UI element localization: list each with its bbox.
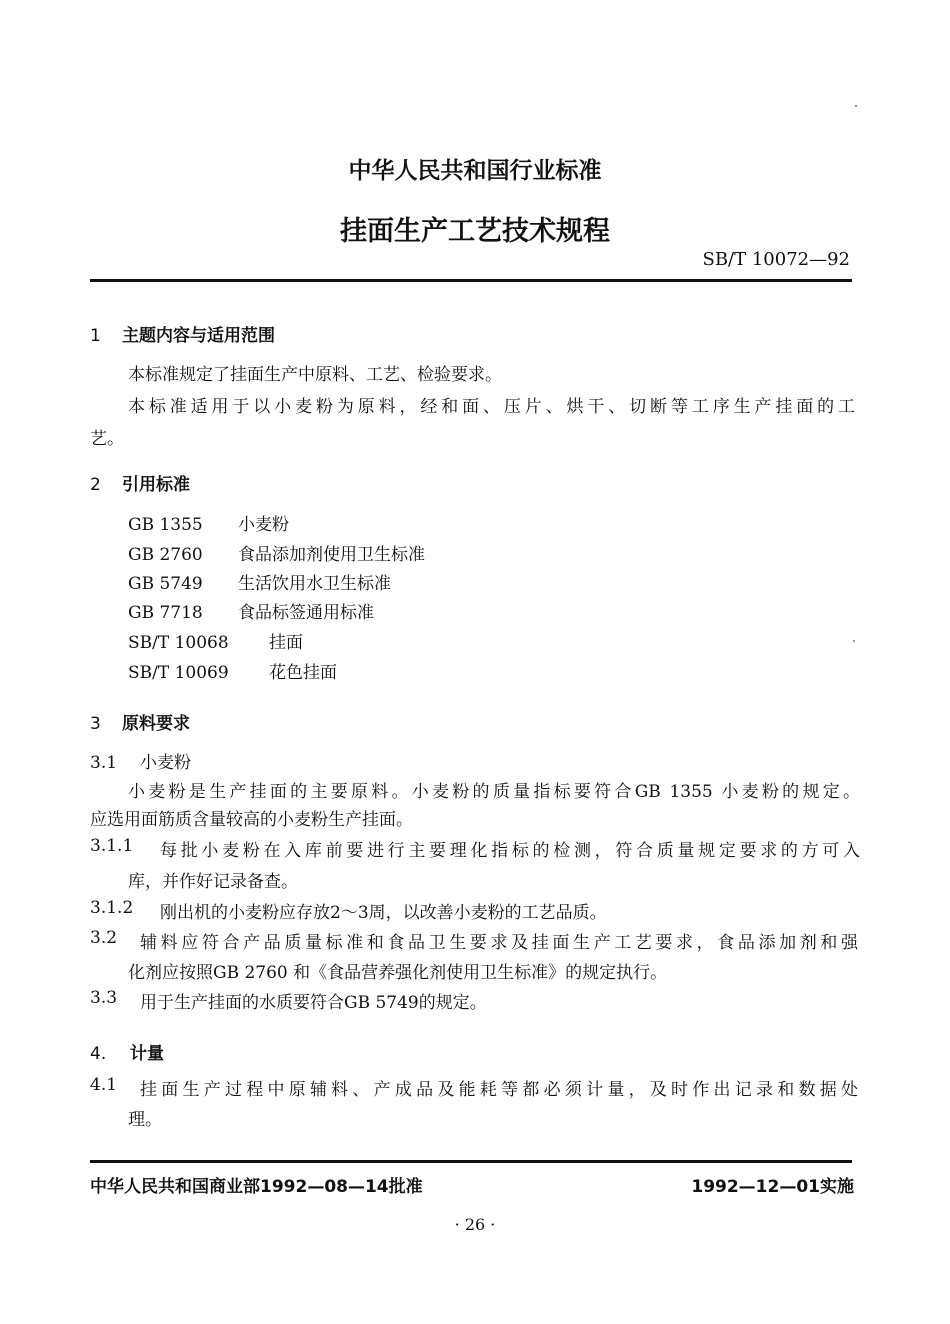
section-3-heading bbox=[90, 709, 190, 734]
paragraph: 本标准规定了挂面生产中原料、工艺、检验要求。 bbox=[128, 365, 502, 385]
section-title: 计量 bbox=[130, 1044, 164, 1064]
section-number: 4. bbox=[90, 1044, 107, 1064]
clause-3-2-number: 3.2 bbox=[90, 928, 118, 948]
section-4-heading bbox=[90, 1039, 164, 1064]
section-2-heading bbox=[90, 470, 190, 495]
reference-code: SB/T 10069 bbox=[128, 663, 229, 683]
reference-item bbox=[128, 510, 289, 535]
paragraph-continuation: 应选用面筋质含量较高的小麦粉生产挂面。 bbox=[90, 810, 413, 830]
reference-code: GB 2760 bbox=[128, 545, 203, 565]
reference-item bbox=[128, 658, 337, 683]
clause-3-1-2-number: 3.1.2 bbox=[90, 898, 134, 918]
effective-date: 1992—12—01实施 bbox=[691, 1177, 854, 1197]
clause-3-3-text: 用于生产挂面的水质要符合GB 5749的规定。 bbox=[140, 993, 487, 1013]
issuing-authority: 中华人民共和国行业标准 bbox=[348, 158, 602, 184]
reference-code: GB 5749 bbox=[128, 574, 203, 594]
reference-code: SB/T 10068 bbox=[128, 633, 229, 653]
reference-item bbox=[128, 540, 425, 565]
page-title: 挂面生产工艺技术规程 bbox=[340, 216, 610, 247]
clause-3-2-text: 辅料应符合产品质量标准和食品卫生要求及挂面生产工艺要求，食品添加剂和强 bbox=[140, 933, 858, 953]
section-title: 主题内容与适用范围 bbox=[122, 326, 275, 346]
reference-name: 生活饮用水卫生标准 bbox=[238, 574, 391, 594]
standard-code: SB/T 10072—92 bbox=[702, 249, 850, 270]
paragraph: 小麦粉是生产挂面的主要原料。小麦粉的质量指标要符合GB 1355 小麦粉的规定。 bbox=[128, 782, 860, 802]
section-number: 3 bbox=[90, 714, 101, 734]
footer-divider bbox=[90, 1160, 852, 1163]
scan-speck bbox=[855, 105, 857, 107]
clause-3-1-2-text: 刚出机的小麦粉应存放2～3周，以改善小麦粉的工艺品质。 bbox=[160, 903, 607, 923]
scan-speck bbox=[853, 640, 855, 642]
reference-name: 食品添加剂使用卫生标准 bbox=[238, 545, 425, 565]
clause-4-1-text: 挂面生产过程中原辅料、产成品及能耗等都必须计量，及时作出记录和数据处 bbox=[140, 1080, 858, 1100]
clause-3-1-1-text: 每批小麦粉在入库前要进行主要理化指标的检测，符合质量规定要求的方可入 bbox=[160, 841, 860, 861]
section-title: 引用标准 bbox=[122, 475, 190, 495]
reference-code: GB 1355 bbox=[128, 515, 203, 535]
reference-item bbox=[128, 628, 303, 653]
section-number: 1 bbox=[90, 326, 101, 346]
subsection-number: 3.1 bbox=[90, 753, 118, 773]
clause-continuation: 化剂应按照GB 2760 和《食品营养强化剂使用卫生标准》的规定执行。 bbox=[128, 963, 668, 983]
clause-3-3-number: 3.3 bbox=[90, 988, 118, 1008]
reference-name: 小麦粉 bbox=[238, 515, 289, 535]
header-divider bbox=[90, 279, 852, 282]
section-number: 2 bbox=[90, 475, 101, 495]
clause-continuation: 库，并作好记录备查。 bbox=[128, 872, 298, 892]
section-title: 原料要求 bbox=[122, 714, 190, 734]
reference-item bbox=[128, 569, 391, 594]
clause-continuation: 理。 bbox=[128, 1110, 162, 1130]
paragraph: 本标准适用于以小麦粉为原料，经和面、压片、烘干、切断等工序生产挂面的工 bbox=[128, 397, 855, 417]
reference-item bbox=[128, 598, 374, 623]
section-1-heading bbox=[90, 321, 275, 346]
page-number: · 26 · bbox=[454, 1215, 496, 1234]
paragraph-continuation: 艺。 bbox=[90, 429, 124, 449]
clause-3-1-1-number: 3.1.1 bbox=[90, 836, 134, 856]
reference-code: GB 7718 bbox=[128, 603, 203, 623]
clause-4-1-number: 4.1 bbox=[90, 1075, 118, 1095]
reference-name: 挂面 bbox=[269, 633, 303, 653]
subsection-3-1-heading bbox=[90, 748, 191, 773]
reference-name: 食品标签通用标准 bbox=[238, 603, 374, 623]
approval-line: 中华人民共和国商业部1992—08—14批准 bbox=[90, 1177, 423, 1197]
subsection-title: 小麦粉 bbox=[140, 753, 191, 773]
reference-name: 花色挂面 bbox=[269, 663, 337, 683]
